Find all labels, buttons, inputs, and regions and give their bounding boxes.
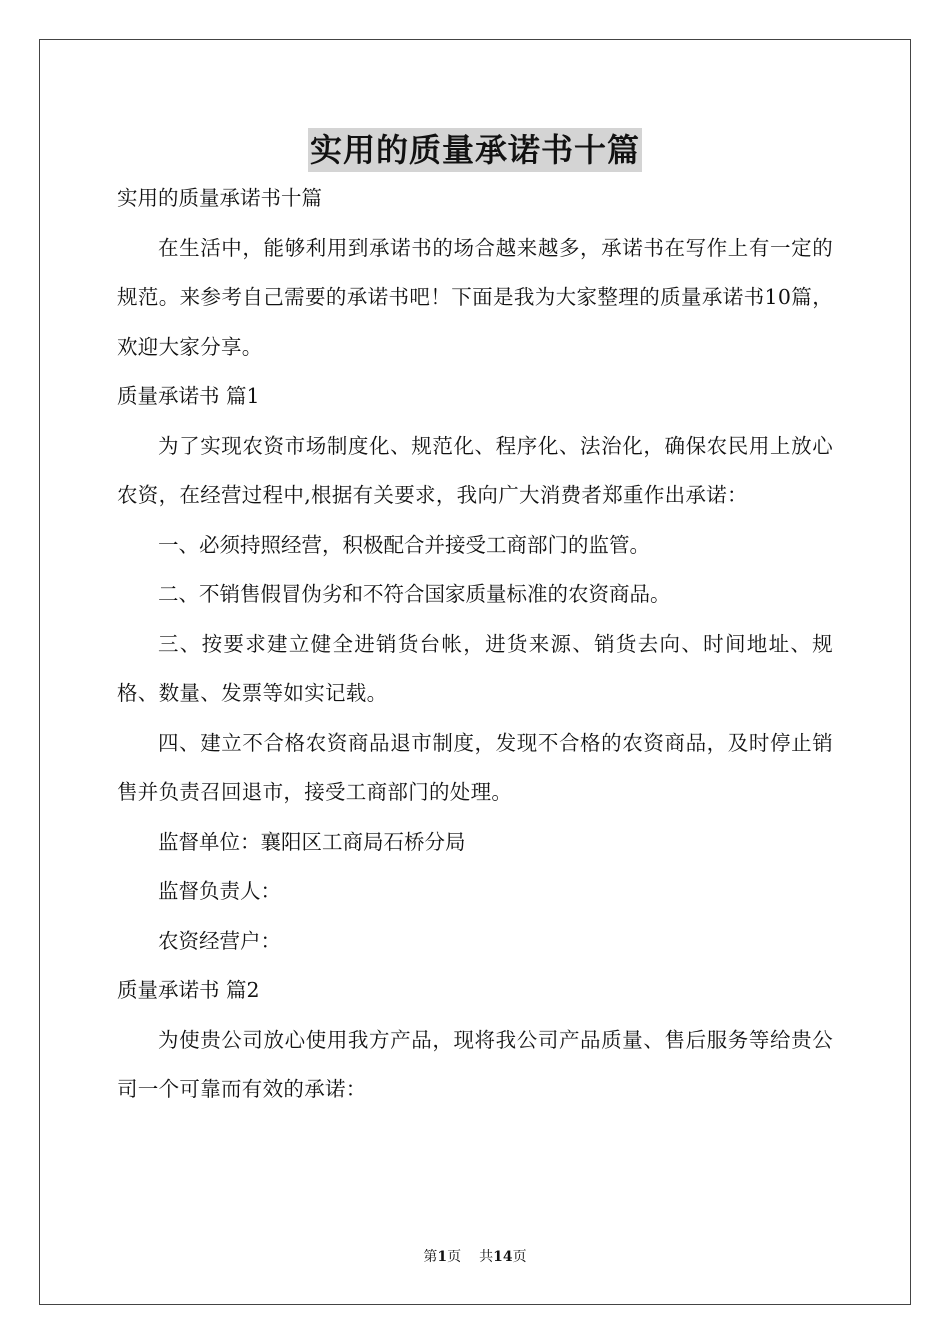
document-body <box>117 174 833 1115</box>
title-wrap <box>0 128 950 172</box>
footer-page-number: 1 <box>437 1249 448 1265</box>
list-item-3: 三、按要求建立健全进销货台帐，进货来源、销货去向、时间地址、规格、数量、发票等如实记载。 <box>117 631 833 705</box>
document-title: 实用的质量承诺书十篇 <box>308 128 642 172</box>
supervisor-unit: 监督单位：襄阳区工商局石桥分局 <box>158 829 466 854</box>
subtitle-paragraph: 实用的质量承诺书十篇 <box>117 186 322 210</box>
section-heading-2: 质量承诺书 篇2 <box>117 978 260 1002</box>
body-paragraph-2: 为使贵公司放心使用我方产品，现将我公司产品质量、售后服务等给贵公司一个可靠而有效的承诺： <box>117 1027 833 1101</box>
footer-total-pages: 14 <box>493 1249 513 1265</box>
body-paragraph: 为了实现农资市场制度化、规范化、程序化、法治化，确保农民用上放心农资，在经营过程中,根据有关要求，我向广大消费者郑重作出承诺： <box>117 433 833 507</box>
list-item-1: 一、必须持照经营，积极配合并接受工商部门的监管。 <box>158 532 650 557</box>
list-item-4: 四、建立不合格农资商品退市制度，发现不合格的农资商品，及时停止销售并负责召回退市，接受工商部门的处理。 <box>117 730 833 804</box>
list-item-2: 二、不销售假冒伪劣和不符合国家质量标准的农资商品。 <box>158 582 671 606</box>
footer-page-prefix: 第 <box>423 1249 438 1265</box>
operator-line: 农资经营户： <box>158 928 281 953</box>
footer-page-suffix: 页 <box>447 1249 462 1265</box>
footer-total-suffix: 页 <box>512 1249 527 1265</box>
section-heading-1: 质量承诺书 篇1 <box>117 384 260 408</box>
intro-paragraph: 在生活中，能够利用到承诺书的场合越来越多，承诺书在写作上有一定的规范。来参考自己需要的承诺书吧！下面是我为大家整理的质量承诺书10篇，欢迎大家分享。 <box>117 235 833 359</box>
page-footer <box>0 1247 950 1267</box>
supervisor-person: 监督负责人： <box>158 879 281 903</box>
footer-total-prefix: 共 <box>479 1249 494 1265</box>
